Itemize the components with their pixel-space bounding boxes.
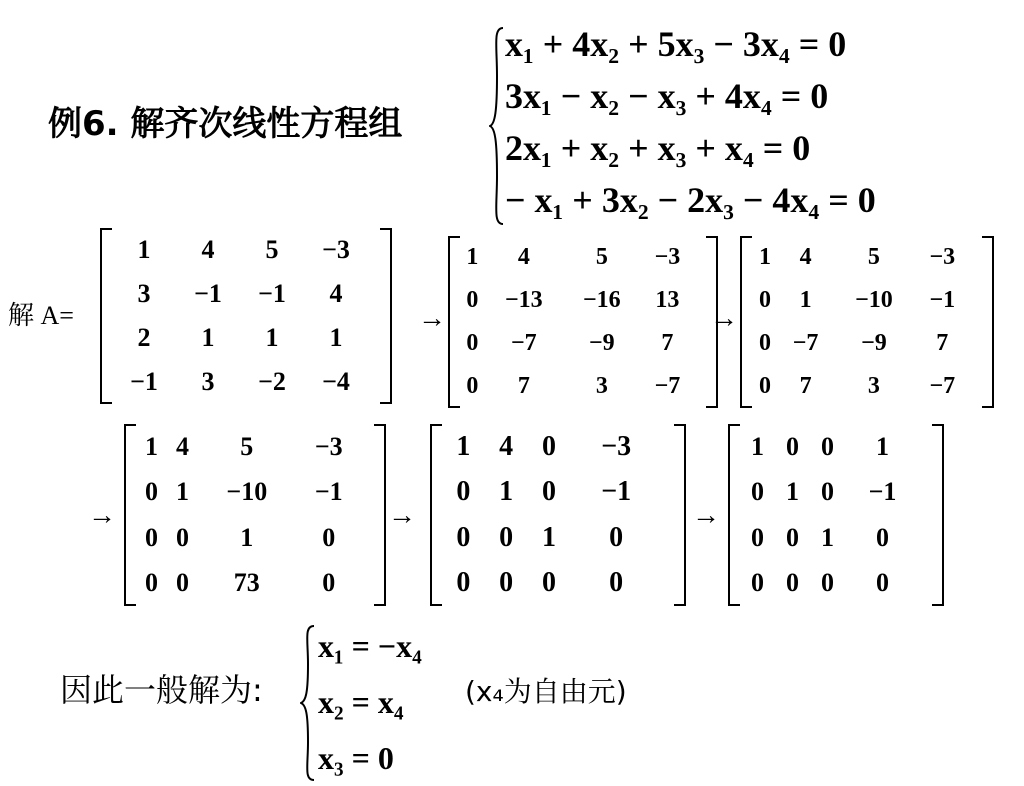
matrix-cell: 0: [456, 567, 471, 599]
matrix-right-bracket: [674, 424, 686, 606]
matrix-table: [136, 424, 362, 606]
matrix-cell: −7: [929, 373, 956, 399]
matrix-row: [740, 561, 920, 607]
matrix-step-2: [740, 236, 994, 408]
matrix-cell: 0: [322, 522, 336, 552]
left-brace-icon: [300, 624, 316, 782]
arrow-4: →: [388, 500, 416, 531]
matrix-cell: 1: [758, 244, 771, 270]
general-solution-system: [318, 618, 422, 786]
matrix-table: [460, 236, 694, 408]
matrix-row: [740, 515, 920, 561]
matrix-row: [442, 424, 662, 470]
matrix-cell: 0: [786, 522, 799, 552]
matrix-cell: 0: [609, 567, 624, 599]
arrow-1: →: [418, 303, 446, 334]
matrix-cell: 0: [758, 373, 771, 399]
matrix-cell: 3: [595, 373, 608, 399]
matrix-row: [136, 424, 362, 470]
matrix-cell: 0: [758, 330, 771, 356]
matrix-cell: −2: [258, 367, 286, 396]
matrix-table: [112, 228, 368, 404]
matrix-cell: 1: [456, 430, 471, 462]
matrix-cell: 0: [751, 477, 764, 507]
matrix-cell: −13: [504, 287, 543, 313]
matrix-cell: 5: [595, 244, 608, 270]
equation-1: x₁ + 4x₂ + 5x₃ − 3x₄ = 0: [505, 24, 847, 64]
matrix-cell: 7: [661, 330, 674, 356]
matrix-left-bracket: [430, 424, 442, 606]
matrix-row: [442, 515, 662, 561]
matrix-cell: 7: [517, 373, 530, 399]
matrix-cell: −16: [582, 287, 621, 313]
matrix-cell: −1: [929, 287, 956, 313]
matrix-cell: −7: [654, 373, 681, 399]
matrix-cell: 5: [240, 431, 254, 461]
matrix-cell: −3: [929, 244, 956, 270]
matrix-cell: 0: [786, 568, 799, 598]
matrix-cell: 1: [821, 522, 834, 552]
matrix-cell: 13: [655, 287, 680, 313]
matrix-row: [752, 365, 970, 408]
solution-label: 解 A=: [8, 301, 74, 330]
matrix-cell: −7: [510, 330, 537, 356]
matrix-cell: −10: [226, 477, 268, 507]
matrix-cell: −1: [601, 476, 632, 508]
matrix-row: [460, 365, 694, 408]
matrix-table: [442, 424, 662, 606]
matrix-cell: −4: [322, 367, 350, 396]
free-variable-note: (x₄为自由元): [465, 675, 627, 708]
solution-x2: x₂ = x₄: [318, 684, 404, 720]
matrix-cell: 0: [821, 568, 834, 598]
matrix-cell: 0: [786, 431, 799, 461]
matrix-cell: 4: [329, 279, 343, 308]
matrix-row: [740, 424, 920, 470]
matrix-cell: 1: [265, 323, 279, 352]
matrix-cell: 1: [541, 521, 556, 553]
matrix-reduced: [728, 424, 944, 606]
left-brace-icon: [489, 26, 505, 226]
matrix-cell: 0: [322, 568, 336, 598]
matrix-cell: −10: [855, 287, 893, 313]
matrix-cell: 1: [499, 476, 514, 508]
matrix-cell: −9: [861, 330, 887, 356]
arrow-2: →: [710, 303, 738, 334]
matrix-cell: 3: [201, 367, 215, 396]
matrix-cell: 4: [176, 431, 190, 461]
matrix-cell: −3: [314, 431, 343, 461]
matrix-cell: 1: [145, 431, 159, 461]
matrix-cell: 0: [609, 521, 624, 553]
matrix-cell: −3: [654, 244, 681, 270]
matrix-cell: 0: [821, 431, 834, 461]
matrix-cell: 0: [876, 522, 889, 552]
matrix-cell: 5: [265, 235, 279, 264]
matrix-cell: 0: [466, 330, 479, 356]
matrix-cell: 1: [876, 431, 889, 461]
matrix-cell: −1: [868, 477, 897, 507]
matrix-cell: −3: [322, 235, 350, 264]
matrix-cell: 0: [456, 521, 471, 553]
matrix-original: [100, 228, 392, 404]
matrix-cell: 0: [821, 477, 834, 507]
matrix-row: [460, 279, 694, 322]
equation-4: − x₁ + 3x₂ − 2x₃ − 4x₄ = 0: [505, 180, 876, 220]
matrix-cell: 0: [758, 287, 771, 313]
matrix-row: [112, 316, 368, 360]
matrix-cell: −9: [588, 330, 615, 356]
arrow-3: →: [88, 500, 116, 531]
equation-system: [505, 18, 876, 226]
matrix-left-bracket: [740, 236, 752, 408]
matrix-cell: 73: [233, 568, 260, 598]
matrix-cell: 0: [145, 522, 159, 552]
matrix-table: [740, 424, 920, 606]
matrix-cell: 0: [145, 477, 159, 507]
matrix-cell: 5: [867, 244, 880, 270]
matrix-cell: 0: [541, 476, 556, 508]
matrix-cell: 7: [799, 373, 812, 399]
matrix-step-3: [124, 424, 386, 606]
matrix-right-bracket: [374, 424, 386, 606]
matrix-cell: −3: [601, 430, 632, 462]
matrix-cell: 0: [145, 568, 159, 598]
matrix-row: [740, 470, 920, 516]
matrix-cell: 4: [201, 235, 215, 264]
example-title: 例6. 解齐次线性方程组: [48, 104, 403, 144]
matrix-cell: 1: [240, 522, 254, 552]
matrix-cell: −1: [314, 477, 343, 507]
matrix-cell: 1: [786, 477, 799, 507]
matrix-row: [136, 470, 362, 516]
matrix-cell: 0: [499, 567, 514, 599]
matrix-step-4: [430, 424, 686, 606]
matrix-cell: 0: [541, 430, 556, 462]
general-solution-label: 因此一般解为:: [60, 671, 263, 709]
matrix-right-bracket: [932, 424, 944, 606]
matrix-row: [136, 561, 362, 607]
matrix-right-bracket: [982, 236, 994, 408]
matrix-row: [136, 515, 362, 561]
solution-x3: x₃ = 0: [318, 740, 394, 776]
solution-x1: x₁ = −x₄: [318, 628, 422, 664]
matrix-cell: 0: [176, 522, 190, 552]
matrix-cell: 7: [936, 330, 949, 356]
matrix-row: [112, 272, 368, 316]
arrow-5: →: [692, 500, 720, 531]
matrix-left-bracket: [124, 424, 136, 606]
matrix-left-bracket: [728, 424, 740, 606]
matrix-cell: 0: [466, 287, 479, 313]
matrix-cell: 3: [867, 373, 880, 399]
matrix-row: [460, 236, 694, 279]
matrix-cell: −1: [130, 367, 158, 396]
matrix-step-1: [448, 236, 718, 408]
matrix-cell: 0: [466, 373, 479, 399]
matrix-row: [112, 360, 368, 404]
matrix-cell: 1: [799, 287, 812, 313]
matrix-cell: 1: [466, 244, 479, 270]
matrix-cell: 1: [329, 323, 343, 352]
matrix-cell: 0: [751, 522, 764, 552]
matrix-row: [752, 322, 970, 365]
matrix-cell: 0: [541, 567, 556, 599]
matrix-cell: 0: [499, 521, 514, 553]
matrix-cell: 1: [176, 477, 190, 507]
matrix-row: [442, 470, 662, 516]
matrix-cell: 0: [876, 568, 889, 598]
matrix-cell: −1: [194, 279, 222, 308]
matrix-cell: 4: [517, 244, 530, 270]
matrix-cell: 1: [137, 235, 151, 264]
matrix-cell: −7: [792, 330, 819, 356]
matrix-right-bracket: [380, 228, 392, 404]
matrix-cell: 3: [137, 279, 151, 308]
equation-3: 2x₁ + x₂ + x₃ + x₄ = 0: [505, 128, 811, 168]
matrix-row: [752, 236, 970, 279]
matrix-table: [752, 236, 970, 408]
equation-2: 3x₁ − x₂ − x₃ + 4x₄ = 0: [505, 76, 829, 116]
matrix-cell: 0: [751, 568, 764, 598]
matrix-cell: 4: [499, 430, 514, 462]
matrix-cell: 0: [176, 568, 190, 598]
matrix-row: [112, 228, 368, 272]
matrix-left-bracket: [448, 236, 460, 408]
matrix-cell: 2: [137, 323, 151, 352]
matrix-left-bracket: [100, 228, 112, 404]
matrix-cell: 4: [799, 244, 812, 270]
matrix-row: [752, 279, 970, 322]
matrix-row: [460, 322, 694, 365]
matrix-row: [442, 561, 662, 607]
matrix-cell: 0: [456, 476, 471, 508]
matrix-cell: 1: [201, 323, 215, 352]
matrix-cell: −1: [258, 279, 286, 308]
matrix-cell: 1: [751, 431, 764, 461]
